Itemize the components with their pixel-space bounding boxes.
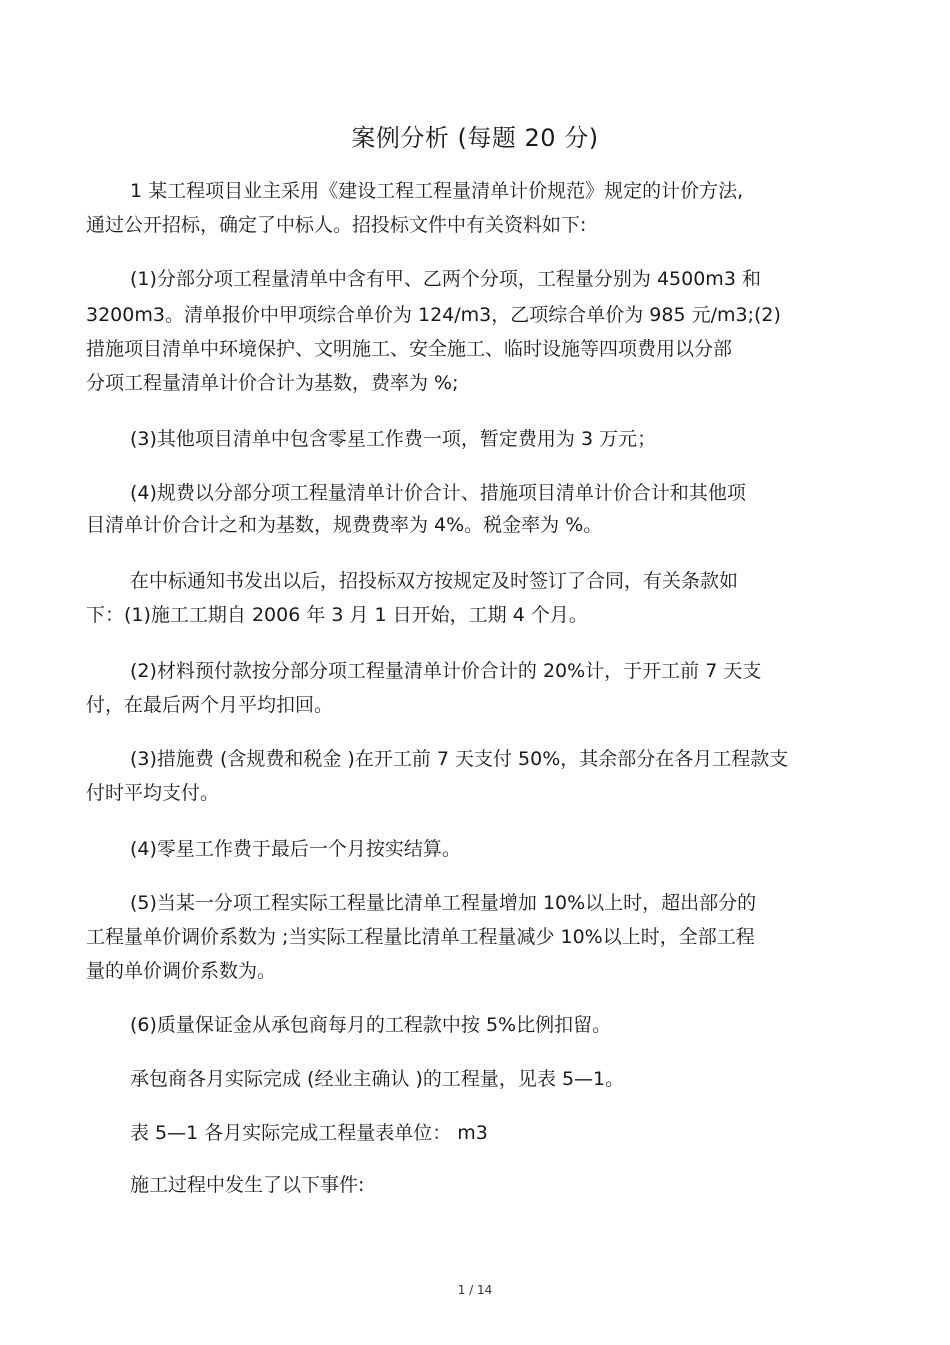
page-title: 案例分析 (每题 20 分) (351, 124, 599, 152)
paragraph-line: 工程量单价调价系数为 ;当实际工程量比清单工程量减少 10%以上时，全部工程 (86, 926, 755, 948)
paragraph-line: 分项工程量清单计价合计为基数，费率为 %; (86, 372, 459, 394)
paragraph-line: (4)规费以分部分项工程量清单计价合计、措施项目清单计价合计和其他项 (130, 482, 746, 504)
paragraph-line: 下：(1)施工工期自 2006 年 3 月 1 日开始，工期 4 个月。 (86, 604, 588, 626)
paragraph-line: 措施项目清单中环境保护、文明施工、安全施工、临时设施等四项费用以分部 (86, 338, 733, 360)
paragraph-line: 施工过程中发生了以下事件: (130, 1174, 365, 1196)
paragraph-line: 目清单计价合计之和为基数，规费费率为 4%。税金率为 %。 (86, 514, 603, 536)
paragraph-line: 付，在最后两个月平均扣回。 (86, 694, 334, 716)
paragraph-line: 1 某工程项目业主采用《建设工程工程量清单计价规范》规定的计价方法, (130, 180, 744, 202)
page-indicator: 1 / 14 (457, 1283, 493, 1297)
paragraph-line: (6)质量保证金从承包商每月的工程款中按 5%比例扣留。 (130, 1014, 612, 1036)
paragraph-line: 付时平均支付。 (86, 782, 220, 804)
paragraph-line: (1)分部分项工程量清单中含有甲、乙两个分项，工程量分别为 4500m3 和 (130, 268, 761, 290)
paragraph-line: (5)当某一分项工程实际工程量比清单工程量增加 10%以上时，超出部分的 (130, 892, 757, 914)
paragraph-line: 量的单价调价系数为。 (86, 960, 277, 982)
paragraph-line: 承包商各月实际完成 (经业主确认 )的工程量，见表 5—1。 (130, 1068, 625, 1090)
paragraph-line: (3)其他项目清单中包含零星工作费一项，暂定费用为 3 万元； (130, 428, 657, 450)
paragraph-line: (4)零星工作费于最后一个月按实结算。 (130, 838, 461, 860)
table-caption: 表 5—1 各月实际完成工程量表单位： m3 (130, 1122, 488, 1144)
paragraph-line: 在中标通知书发出以后，招投标双方按规定及时签订了合同，有关条款如 (130, 570, 739, 592)
paragraph-line: (2)材料预付款按分部分项工程量清单计价合计的 20%计，于开工前 7 天支 (130, 660, 762, 682)
paragraph-line: (3)措施费 (含规费和税金 )在开工前 7 天支付 50%，其余部分在各月工程款支 (130, 748, 789, 770)
paragraph-line: 通过公开招标，确定了中标人。招投标文件中有关资料如下: (86, 214, 587, 236)
paragraph-line: 3200m3。清单报价中甲项综合单价为 124/m3，乙项综合单价为 985 元/m3;(2) (86, 304, 781, 326)
